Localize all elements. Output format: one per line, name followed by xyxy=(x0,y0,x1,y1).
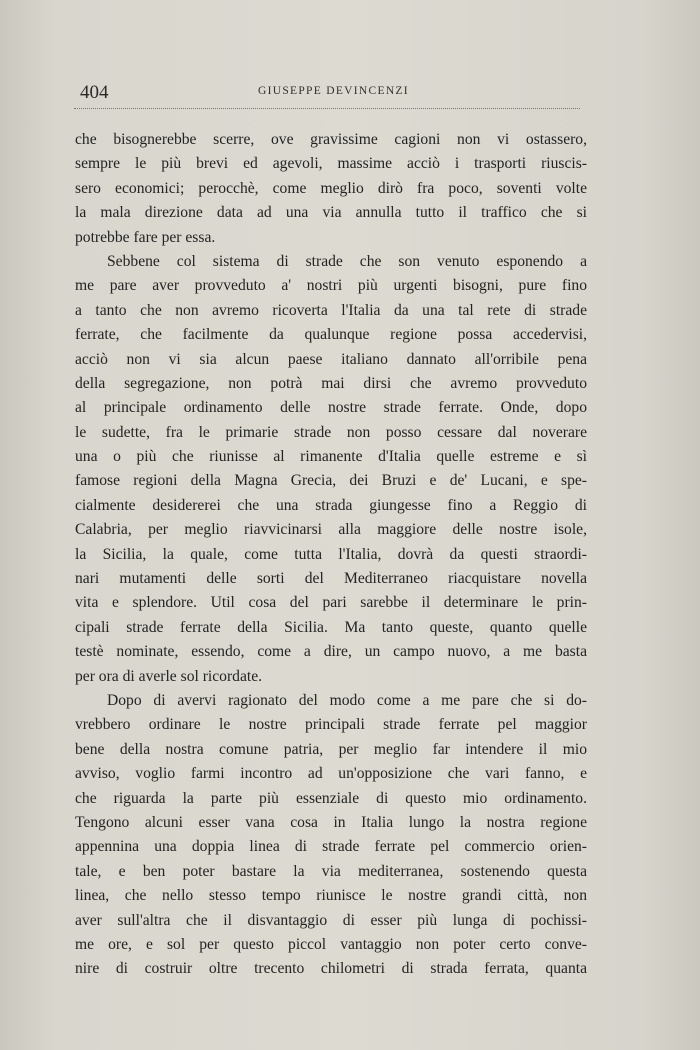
text-line: della segregazione, non potrà mai dirsi che avremo provveduto xyxy=(75,374,587,392)
text-line: Tengono alcuni esser vana cosa in Italia lungo la nostra regione xyxy=(75,813,587,831)
text-line: potrebbe fare per essa. xyxy=(75,228,216,246)
text-line: vrebbero ordinare le nostre principali strade ferrate pel maggior xyxy=(75,716,587,734)
text-line: che riguarda la parte più essenziale di questo mio ordinamento. xyxy=(75,789,587,807)
text-line: la Sicilia, la quale, come tutta l'Italia, dovrà da questi straordi- xyxy=(75,545,587,563)
text-line: aver sull'altra che il disvantaggio di esser più lunga di pochissi- xyxy=(75,911,587,929)
text-line: me pare aver provveduto a' nostri più urgenti bisogni, pure fino xyxy=(75,277,587,295)
text-line: tale, e ben poter bastare la via mediterranea, sostenendo questa xyxy=(75,862,587,880)
text-line: famose regioni della Magna Grecia, dei Bruzi e de' Lucani, e spe- xyxy=(75,472,587,490)
text-line: appennina una doppia linea di strade ferrate pel commercio orien- xyxy=(75,838,587,856)
text-line: me ore, e sol per questo piccol vantaggio non poter certo conve- xyxy=(75,935,587,953)
text-line: cialmente desidererei che una strada giungesse fino a Reggio di xyxy=(75,496,587,514)
text-line: Calabria, per meglio riavvicinarsi alla maggiore delle nostre isole, xyxy=(75,521,587,539)
text-line: che bisognerebbe scerre, ove gravissime cagioni non vi ostassero, xyxy=(75,131,587,148)
paragraph xyxy=(75,250,587,689)
text-line: nari mutamenti delle sorti del Mediterraneo riacquistare novella xyxy=(75,570,587,588)
text-line: acciò non vi sia alcun paese italiano dannato all'orribile pena xyxy=(75,350,587,368)
text-line: bene della nostra comune patria, per meglio far intendere il mio xyxy=(75,740,587,758)
text-line: cipali strade ferrate della Sicilia. Ma tanto queste, quanto quelle xyxy=(75,618,587,636)
text-line: a tanto che non avremo ricoverta l'Italia da una tal rete di strade xyxy=(75,301,587,319)
text-line: linea, che nello stesso tempo riunisce le nostre grandi città, non xyxy=(75,887,587,905)
text-line: avviso, voglio farmi incontro ad un'opposizione che vari fanno, e xyxy=(75,765,587,783)
body-text xyxy=(75,128,587,982)
text-line: testè nominate, essendo, come a dire, un campo nuovo, a me basta xyxy=(75,643,587,661)
paragraph xyxy=(75,128,587,250)
paragraph xyxy=(75,689,587,982)
text-line: sero economici; perocchè, come meglio dirò fra poco, soventi volte xyxy=(75,179,587,197)
text-line: una o più che riunisse al rimanente d'Italia quelle estreme e sì xyxy=(75,448,587,466)
text-line: nire di costruir oltre trecento chilometri di strada ferrata, quanta xyxy=(75,960,587,978)
text-line: Sebbene col sistema di strade che son venuto esponendo a xyxy=(107,252,587,270)
text-line: la mala direzione data ad una via annulla tutto il traffico che si xyxy=(75,204,587,222)
running-title: GIUSEPPE DEVINCENZI xyxy=(258,85,409,97)
text-line: Dopo di avervi ragionato del modo come a me pare che si do- xyxy=(107,691,587,709)
page-header xyxy=(80,78,580,110)
page-number: 404 xyxy=(80,82,109,103)
text-line: ferrate, che facilmente da qualunque regione possa accedervisi, xyxy=(75,326,587,344)
header-rule xyxy=(74,108,580,109)
text-line: vita e splendore. Util cosa del pari sarebbe il determinare le prin- xyxy=(75,594,587,612)
text-line: al principale ordinamento delle nostre strade ferrate. Onde, dopo xyxy=(75,399,587,417)
text-line: le sudette, fra le primarie strade non posso cessare dal noverare xyxy=(75,423,587,441)
text-line: per ora di averle sol ricordate. xyxy=(75,667,263,685)
text-line: sempre le più brevi ed agevoli, massime acciò i trasporti riuscis- xyxy=(75,155,587,173)
